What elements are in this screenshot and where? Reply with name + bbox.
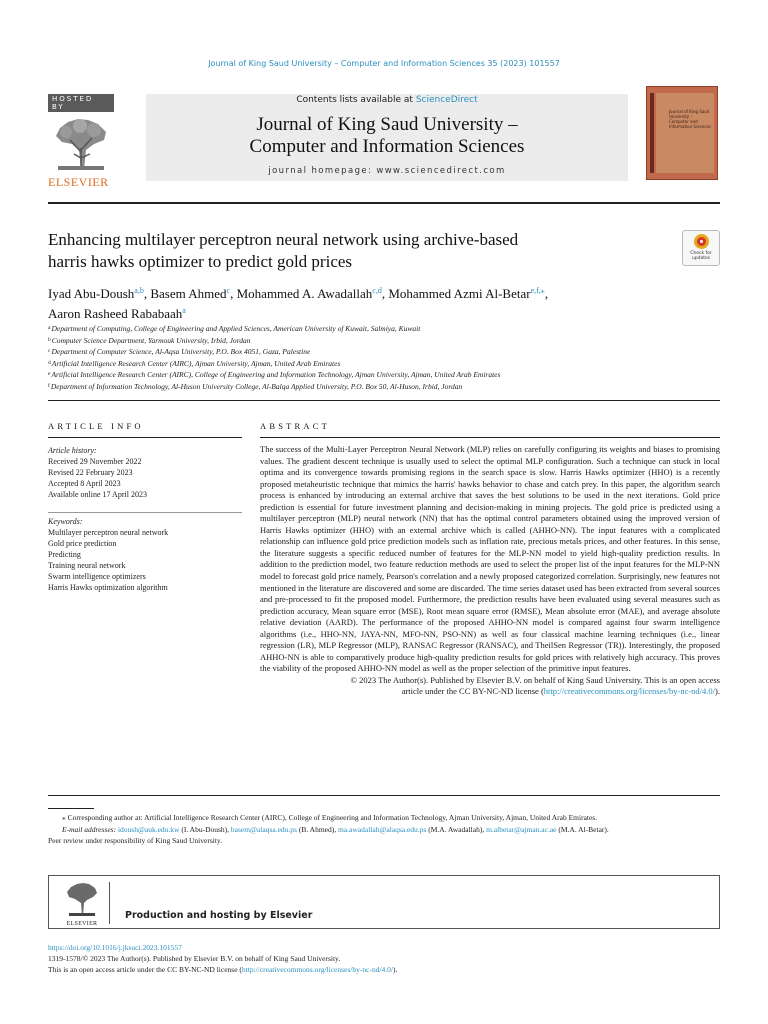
affiliation-text: Department of Computing, College of Engineering and Applied Sciences, American University of Kuwait, Salmiya, Kuwait — [51, 324, 421, 333]
affiliation-text: Artificial Intelligence Research Center (AIRC), Ajman University, Ajman, United Arab Emirates — [51, 358, 341, 368]
email-link[interactable]: ma.awadallah@alaqsa.edu.ps — [338, 824, 427, 834]
elsevier-logo — [48, 94, 114, 189]
paper-title-line1: Enhancing multilayer perceptron neural network using archive-based — [48, 230, 519, 249]
license-suffix: ). — [715, 686, 720, 697]
email-link[interactable]: basem@alaqsa.edu.ps — [230, 824, 297, 834]
oa-suffix: ). — [392, 965, 398, 974]
affiliation-mark: b — [48, 336, 51, 343]
footnote-rule — [48, 808, 94, 809]
doi-link[interactable]: https://doi.org/10.1016/j.jksuci.2023.101557 — [48, 943, 182, 952]
journal-title-line2: Computer and Information Sciences — [249, 136, 525, 157]
check-updates-label: Check for updates — [690, 251, 712, 261]
affiliation-item — [48, 335, 720, 347]
keyword-item[interactable]: Gold price prediction — [48, 539, 117, 548]
email-owner: (M.A. Awadallah), — [426, 824, 487, 834]
article-info-heading: ARTICLE INFO — [48, 421, 144, 431]
affiliations-divider — [48, 400, 720, 401]
affiliation-item — [48, 323, 720, 335]
keywords-label: Keywords: — [48, 517, 83, 526]
journal-title — [146, 114, 628, 158]
affiliation-item — [48, 369, 720, 381]
article-info-rule — [48, 437, 242, 438]
cover-title: Journal of King Saud University – Computer and Information Sciences — [669, 109, 712, 129]
affiliation-mark: e — [48, 371, 51, 378]
abstract-heading: ABSTRACT — [260, 421, 330, 431]
author-separator: , — [381, 286, 389, 301]
paper-title-line2: harris hawks optimizer to predict gold prices — [48, 252, 353, 271]
email-link[interactable]: idoush@auk.edu.kw — [117, 824, 180, 834]
oa-license-link[interactable]: http://creativecommons.org/licenses/by-nc-nd/4.0/ — [241, 965, 393, 974]
author-separator: , — [143, 286, 151, 301]
author-name[interactable]: Iyad Abu-Doush — [48, 286, 135, 301]
article-history — [48, 445, 242, 500]
journal-title-line1: Journal of King Saud University – — [256, 114, 518, 135]
hosting-text: Production and hosting by Elsevier — [125, 910, 313, 921]
keywords-rule — [48, 512, 242, 513]
author-affiliation-mark[interactable]: c,d — [372, 286, 382, 295]
abstract-bottom-divider — [48, 795, 720, 796]
paper-title — [48, 229, 648, 273]
tree-logo-icon — [48, 114, 114, 172]
license-prefix: article under the CC BY-NC-ND license ( — [401, 686, 544, 697]
email-owner: (M.A. Al-Betar). — [556, 824, 609, 834]
keyword-item[interactable]: Harris Hawks optimization algorithm — [48, 583, 168, 592]
elsevier-wordmark: ELSEVIER — [48, 175, 109, 189]
hosted-by-label: HOSTED BY — [48, 94, 114, 112]
sciencedirect-link[interactable]: ScienceDirect — [415, 95, 478, 105]
author-affiliation-mark[interactable]: a,b — [134, 286, 144, 295]
cover-spine — [650, 93, 654, 173]
header-divider — [48, 202, 720, 204]
affiliation-text: Department of Computer Science, Al-Aqsa University, P.O. Box 4051, Gaza, Palestine — [51, 347, 311, 357]
abstract-license — [260, 686, 720, 698]
hosting-box — [48, 875, 720, 929]
author-name[interactable]: Mohammed A. Awadallah — [236, 286, 373, 301]
elsevier-small-wordmark: ELSEVIER — [66, 921, 98, 927]
keyword-list — [48, 516, 242, 593]
author-name[interactable]: Basem Ahmed — [150, 286, 227, 301]
email-addresses — [48, 824, 720, 836]
affiliation-item — [48, 346, 720, 358]
cover-panel — [656, 93, 714, 173]
author-affiliation-mark[interactable]: c — [226, 286, 231, 295]
abstract-rule — [260, 437, 720, 438]
affiliation-mark: d — [48, 359, 51, 366]
peer-review-note: Peer review under responsibility of King Saud University. — [48, 836, 223, 845]
hosting-divider — [109, 882, 110, 924]
journal-citation[interactable]: Journal of King Saud University – Computer and Information Sciences 35 (2023) 101557 — [208, 59, 560, 68]
keyword-item[interactable]: Swarm intelligence optimizers — [48, 572, 146, 581]
oa-prefix: This is an open access article under the CC BY-NC-ND license ( — [48, 965, 242, 974]
history-item: Received 29 November 2022 — [48, 457, 142, 466]
affiliation-mark: c — [48, 348, 51, 355]
affiliation-text: Computer Science Department, Yarmouk University, Irbid, Jordan — [51, 335, 251, 345]
corresponding-author-note: ⁎ Corresponding author at: Artificial Intelligence Research Center (AIRC), College of Engineering and Information Technology, Ajman University, Ajman, United Arab Emirates. — [62, 813, 598, 822]
issn-line: 1319-1578/© 2023 The Author(s). Published by Elsevier B.V. on behalf of King Saud University. — [48, 954, 341, 963]
history-label: Article history: — [48, 446, 97, 455]
history-item: Revised 22 February 2023 — [48, 468, 133, 477]
affiliation-text: Artificial Intelligence Research Center (AIRC), College of Engineering and Information Technology, Ajman University, Ajman, United Arab Emirates — [51, 370, 501, 380]
license-link[interactable]: http://creativecommons.org/licenses/by-nc-nd/4.0/ — [543, 686, 716, 697]
author-list — [48, 282, 720, 322]
footnotes — [48, 812, 720, 847]
history-item: Available online 17 April 2023 — [48, 490, 147, 499]
contents-prefix: Contents lists available at — [296, 95, 416, 105]
affiliation-list — [48, 323, 720, 393]
email-link[interactable]: m.albetar@ajman.ac.ae — [486, 824, 557, 834]
author-affiliation-mark[interactable]: e,f,⁎ — [530, 286, 545, 295]
abstract-body — [260, 444, 720, 698]
author-separator: , — [230, 286, 237, 301]
author-name[interactable]: Mohammed Azmi Al-Betar — [388, 286, 531, 301]
journal-homepage[interactable]: journal homepage: www.sciencedirect.com — [268, 166, 506, 176]
affiliation-text: Department of Information Technology, Al-Huson University College, Al-Balqa Applied University, P.O. Box 50, Al-Huson, Irbid, Jordan — [50, 381, 463, 391]
affiliation-mark: f — [48, 382, 50, 389]
email-owner: (B. Ahmed), — [296, 824, 339, 834]
keyword-item[interactable]: Multilayer perceptron neural network — [48, 528, 169, 537]
journal-cover-image[interactable] — [646, 86, 718, 180]
email-owner: (I. Abu-Doush), — [179, 824, 231, 834]
open-access-line — [48, 964, 720, 975]
author-affiliation-mark[interactable]: a — [182, 306, 186, 315]
author-name[interactable]: Aaron Rasheed Rababaah — [48, 306, 183, 321]
contents-available — [146, 95, 628, 105]
bottom-info — [48, 942, 720, 975]
affiliation-mark: a — [48, 325, 51, 331]
affiliation-item — [48, 358, 720, 370]
keyword-item[interactable]: Predicting — [48, 550, 81, 559]
journal-banner — [146, 94, 628, 181]
affiliation-item — [48, 381, 720, 393]
abstract-copyright: © 2023 The Author(s). Published by Elsevier B.V. on behalf of King Saud University. This is an open access — [350, 674, 720, 685]
email-label: E-mail addresses: — [62, 824, 117, 834]
check-for-updates-button[interactable] — [682, 230, 720, 266]
check-updates-icon — [694, 234, 709, 249]
elsevier-small-logo — [63, 881, 101, 925]
tree-small-icon — [63, 881, 101, 917]
keyword-item[interactable]: Training neural network — [48, 561, 126, 570]
abstract-text: The success of the Multi-Layer Perceptron Neural Network (MLP) relies on carefully configuring its weights and biases to promising values. The gradient descent technique is usually used to select the optimal MLP configuration. Such a technique can stuck in local optima and its convergence towards promising regions in the search space is slow. Harris Hawks optimizer (HHO) is a recently proposed metaheuristic technique that mimics the harris' hawks behavior to chase and catch prey. In this paper, the algorithm search process is enhanced by introducing an external archive that saves the best solutions to be used in the next iterations. Gold price prediction is essential for future investment planning and decision-making in mining projects. The gold price is predicted using a multilayer perceptron (MLP) neural network (NN) that has the optimal control parameters obtained using the improved version of Harris Hawks optimizer (HHO) with an external archive which is called (AHHO-NN). The input features with a complicated relationship can influence gold price prediction models such as inflation rate, precious metals prices, and other features. In this sense, the literature suggests a specific reduced number of features for the MLP-NN model to yield high-quality prediction results. In addition to the prediction model, two feature reduction methods are used to select the proper list of the input features for the MLP-NN model to forecast gold price namely, Pearson's correlation and a newly proposed categorized correlation. Surprisingly, new features not mentioned in the literature are discovered and some are discarded. The time series dataset used has been extracted from several sources and pre-processed to fit the proposed model. Furthermore, the prediction results have been evaluated using several measures such as prediction accuracy, Mean square error (MSE), Root mean square error (RMSE), Mean absolute error (MAE), and average absolute relative deviation (AARD). The performance of the proposed AHHO-NN model is compared against four swarm intelligence algorithms (i.e., HHO-NN, JAYA-NN, MFO-NN, PSO-NN) as well as four classical machine learning techniques (i.e., linear regression (LR), MLP Regressor (MLP), RANSAC Regressor (RANSAC), and TheilSen Regressor (TR)). Interestingly, the proposed AHHO-NN is able to comparatively produce high-quality prediction results for gold prices with relatively high accuracy. This proves the viability of the proposed AHHO-NN model as well as the proper selection of the primitive input features. — [260, 444, 720, 674]
author-separator: , — [544, 286, 549, 301]
history-item: Accepted 8 April 2023 — [48, 479, 121, 488]
